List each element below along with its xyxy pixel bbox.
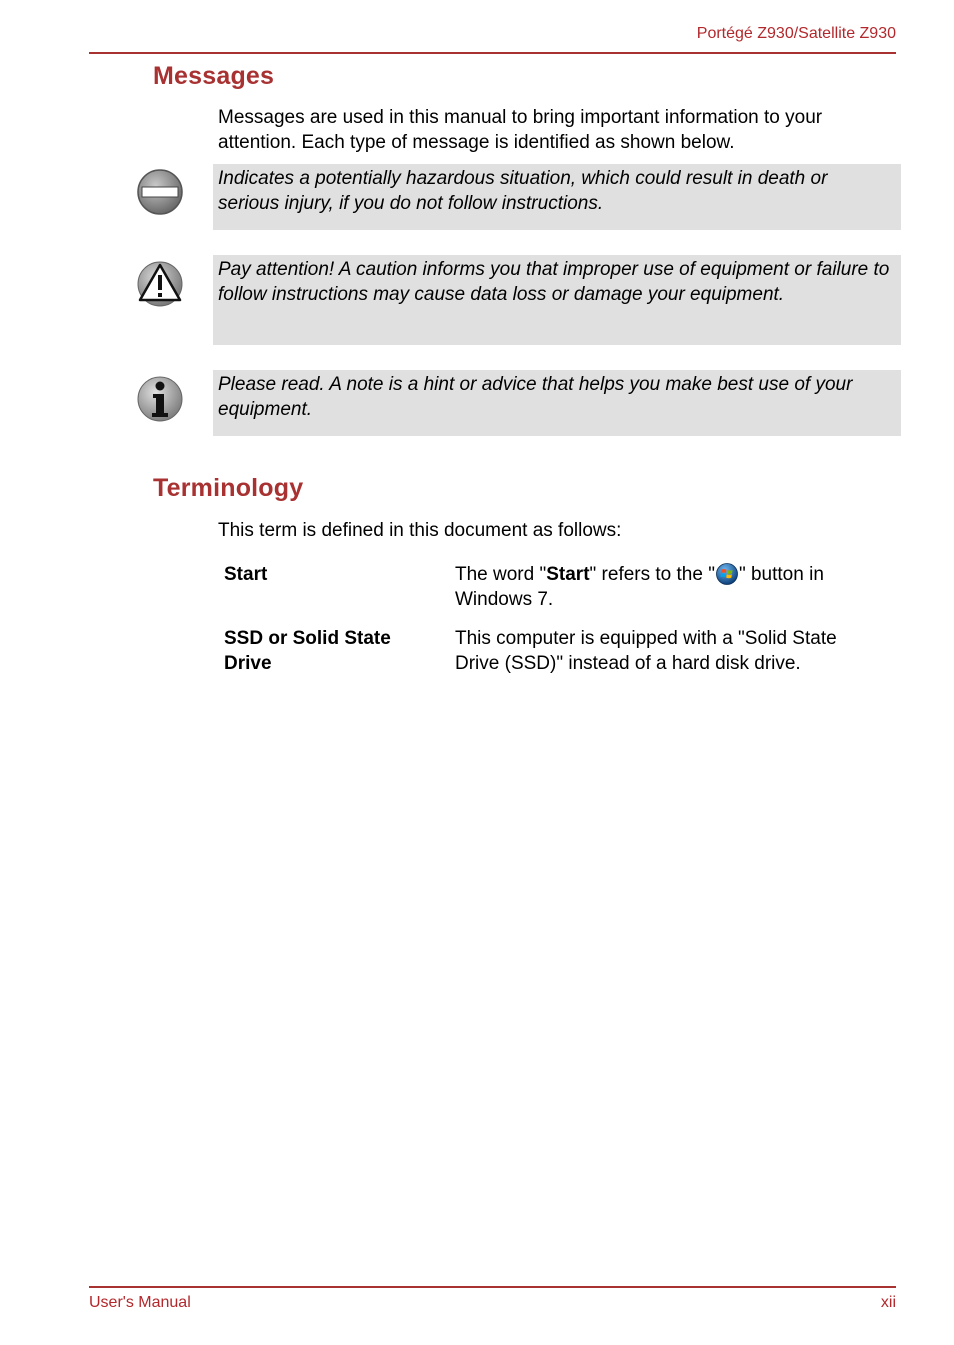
term-def-suffix: " button in Windows 7. [455, 564, 824, 610]
footer-manual-label: User's Manual [89, 1294, 191, 1311]
term-def-bold: Start [546, 564, 590, 585]
terminology-heading: Terminology [153, 474, 304, 502]
term-def-middle: " refers to the " [589, 564, 715, 585]
info-icon [136, 375, 184, 423]
danger-message: Indicates a potentially hazardous situation, which could result in death or serious injury, if you do not follow instructions. [213, 164, 901, 230]
term-definition: This computer is equipped with a "Solid State Drive (SSD)" instead of a hard disk drive. [455, 628, 837, 674]
term-def-prefix: The word " [455, 564, 547, 585]
running-header: Portégé Z930/Satellite Z930 [696, 25, 896, 42]
caution-message: Pay attention! A caution informs you that improper use of equipment or failure to follow instructions may cause data loss or damage your equipment. [213, 255, 901, 345]
term-name: Start [224, 564, 268, 585]
note-message: Please read. A note is a hint or advice that helps you make best use of your equipment. [213, 370, 901, 436]
warning-triangle-icon [136, 260, 184, 308]
no-entry-icon [136, 168, 184, 216]
messages-heading: Messages [153, 62, 275, 90]
messages-intro: Messages are used in this manual to bring important information to your attention. Each type of message is identified as shown below. [218, 107, 823, 153]
windows-start-icon [716, 563, 738, 585]
header-rule [89, 52, 896, 54]
term-name: SSD or Solid State Drive [224, 628, 391, 674]
page-number: xii [880, 1294, 896, 1311]
terminology-intro: This term is defined in this document as follows: [218, 520, 622, 541]
term-definition [455, 562, 885, 612]
footer-rule [89, 1286, 896, 1288]
